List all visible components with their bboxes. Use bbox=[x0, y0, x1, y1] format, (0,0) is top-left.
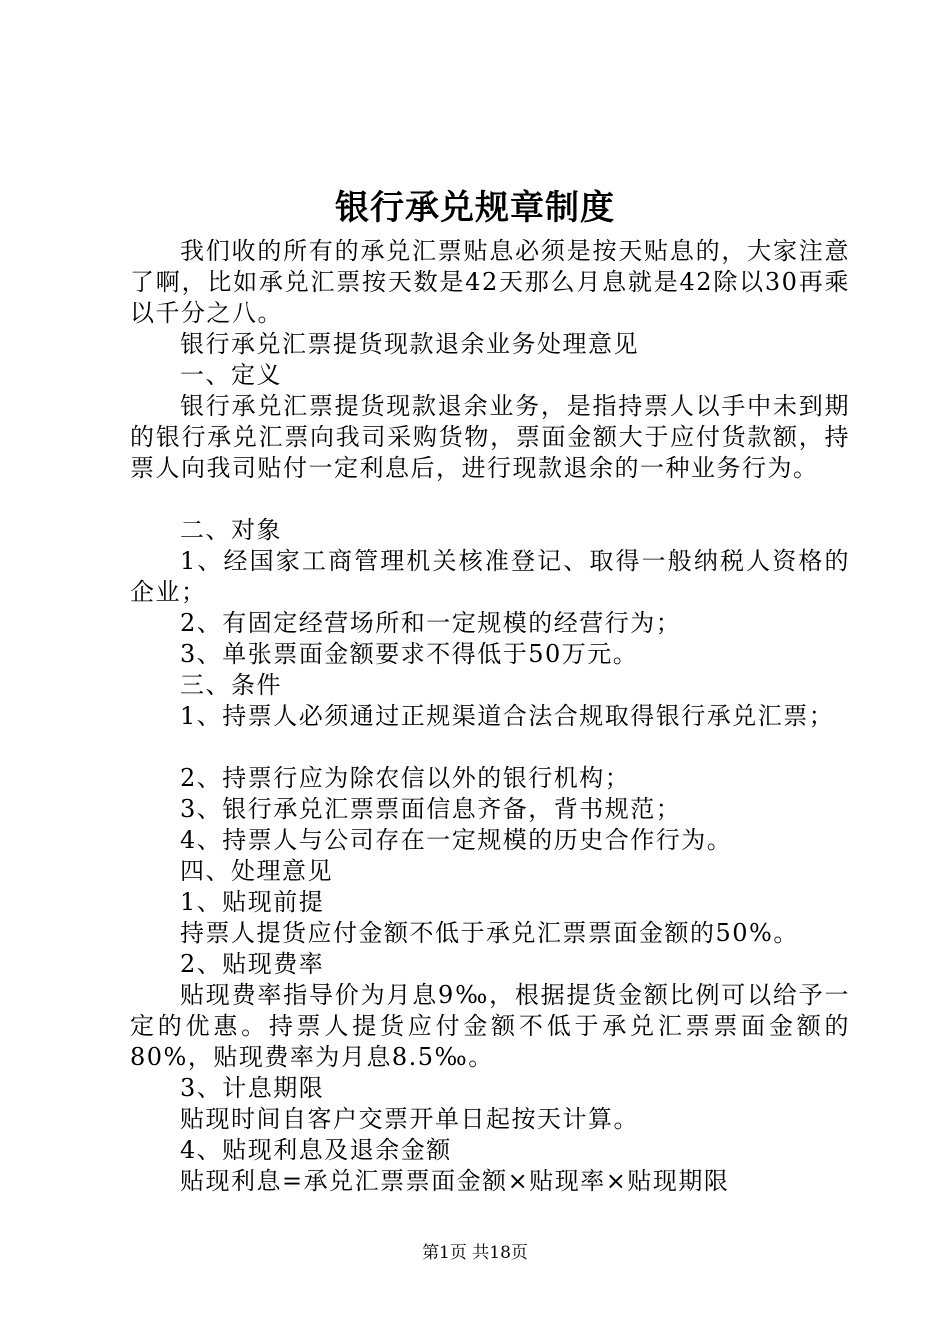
paragraph-intro: 我们收的所有的承兑汇票贴息必须是按天贴息的，大家注意了啊，比如承兑汇票按天数是42天那么月息就是42除以30再乘以千分之八。 bbox=[130, 237, 850, 327]
subheading: 4、贴现利息及退余金额 bbox=[180, 1136, 452, 1164]
list-item: 2、持票行应为除农信以外的银行机构； bbox=[180, 764, 631, 792]
paragraph: 持票人提货应付金额不低于承兑汇票票面金额的50%。 bbox=[180, 919, 799, 947]
document-title: 银行承兑规章制度 bbox=[335, 188, 615, 228]
list-item: 1、经国家工商管理机关核准登记、取得一般纳税人资格的企业； bbox=[130, 547, 850, 606]
spacer bbox=[130, 484, 850, 515]
subheading: 2、贴现费率 bbox=[180, 950, 325, 978]
subheading: 1、贴现前提 bbox=[180, 888, 325, 916]
list-item: 1、持票人必须通过正规渠道合法合规取得银行承兑汇票； bbox=[180, 702, 835, 730]
section-heading-opinions: 四、处理意见 bbox=[180, 857, 333, 885]
page-number: 第1页 共18页 bbox=[422, 1243, 528, 1263]
list-item: 3、单张票面金额要求不得低于50万元。 bbox=[180, 640, 639, 668]
paragraph: 贴现费率指导价为月息9‰，根据提货金额比例可以给予一定的优惠。持票人提货应付金额不低于承兑汇票票面金额的80%，贴现费率为月息8.5‰。 bbox=[130, 981, 850, 1071]
document-body bbox=[130, 236, 850, 1197]
list-item: 2、有固定经营场所和一定规模的经营行为； bbox=[180, 609, 682, 637]
section-heading-conditions: 三、条件 bbox=[180, 671, 282, 699]
paragraph: 贴现时间自客户交票开单日起按天计算。 bbox=[180, 1105, 639, 1133]
paragraph-definition: 银行承兑汇票提货现款退余业务，是指持票人以手中未到期的银行承兑汇票向我司采购货物，票面金额大于应付货款额，持票人向我司贴付一定利息后，进行现款退余的一种业务行为。 bbox=[130, 392, 850, 482]
list-item: 4、持票人与公司存在一定规模的历史合作行为。 bbox=[180, 826, 733, 854]
section-heading-main: 银行承兑汇票提货现款退余业务处理意见 bbox=[180, 330, 639, 358]
spacer bbox=[130, 732, 850, 763]
section-heading-definition: 一、定义 bbox=[180, 361, 282, 389]
paragraph: 贴现利息=承兑汇票票面金额×贴现率×贴现期限 bbox=[180, 1167, 730, 1195]
section-heading-objects: 二、对象 bbox=[180, 516, 282, 544]
list-item: 3、银行承兑汇票票面信息齐备，背书规范； bbox=[180, 795, 682, 823]
subheading: 3、计息期限 bbox=[180, 1074, 325, 1102]
